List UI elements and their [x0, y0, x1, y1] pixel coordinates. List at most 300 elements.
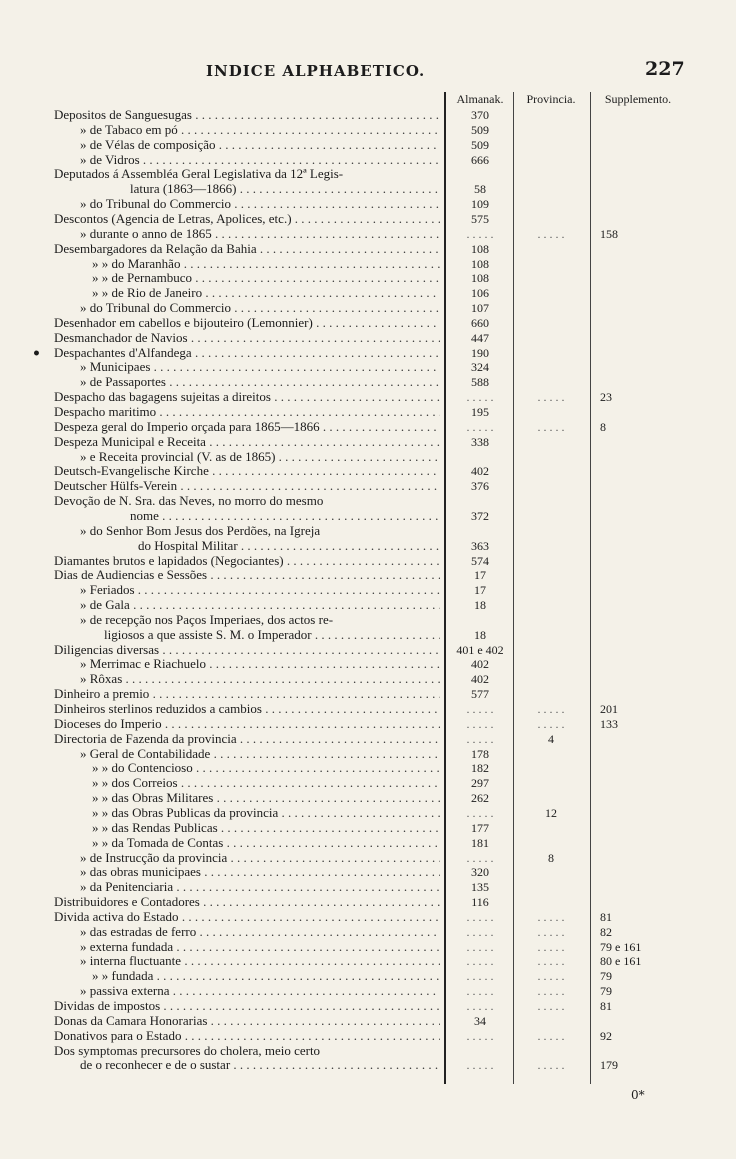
supplemento-ref: [596, 850, 672, 866]
provincia-ref: [516, 211, 586, 227]
supplemento-ref: 81: [600, 909, 612, 924]
index-row: [0, 359, 736, 375]
almanak-ref: 17: [474, 568, 486, 583]
supplemento-ref: [596, 671, 672, 687]
index-entry-label: Dias de Audiencias e Sessões . . .: [54, 567, 440, 583]
index-row: [0, 582, 736, 598]
index-entry-label: » do Tribunal do Commercio . . .: [80, 196, 440, 212]
almanak-ref: 107: [471, 301, 489, 316]
almanak-ref: 660: [471, 315, 489, 330]
supplemento-ref: [596, 137, 672, 153]
index-entry-label: Dividas de impostos . . .: [54, 998, 440, 1014]
index-entry-label: Desmanchador de Navios . . .: [54, 330, 440, 346]
provincia-ref: [516, 404, 586, 420]
almanak-ref: 262: [471, 791, 489, 806]
provincia-ref: [516, 315, 586, 331]
provincia-ref: [516, 226, 586, 242]
index-entry-label: Distribuidores e Contadores . . .: [54, 894, 440, 910]
index-row: [0, 1043, 736, 1059]
almanak-ref: 58: [474, 182, 486, 197]
almanak-ref: 666: [471, 152, 489, 167]
index-row: [0, 686, 736, 702]
provincia-ref: [516, 939, 586, 955]
index-row: [0, 642, 736, 658]
almanak-ref: [446, 493, 514, 509]
supplemento-ref: [596, 820, 672, 836]
almanak-ref: 324: [471, 360, 489, 375]
provincia-ref: 8: [548, 850, 554, 865]
signature-mark: 0*: [631, 1088, 645, 1102]
index-entry-label: » » das Obras Militares . . .: [92, 790, 440, 806]
index-row: [0, 493, 736, 509]
provincia-ref: [516, 924, 586, 940]
supplemento-ref: [596, 775, 672, 791]
provincia-ref: [516, 374, 586, 390]
provincia-ref: [516, 894, 586, 910]
supplemento-ref: [596, 1013, 672, 1029]
provincia-ref: [516, 285, 586, 301]
provincia-ref: [516, 879, 586, 895]
index-entry-label: Despacho maritimo . . .: [54, 404, 440, 420]
index-row: [0, 107, 736, 123]
provincia-ref: [516, 983, 586, 999]
index-row: [0, 226, 736, 242]
index-row: [0, 835, 736, 851]
supplemento-ref: 8: [600, 419, 606, 434]
provincia-ref: [516, 671, 586, 687]
provincia-ref: [516, 864, 586, 880]
supplemento-ref: [596, 449, 672, 465]
almanak-ref: [446, 805, 514, 821]
index-entry-label: nome . . .: [130, 508, 440, 524]
index-row: [0, 523, 736, 539]
index-entry-label: » » fundada . . .: [92, 968, 440, 984]
supplemento-ref: [596, 538, 672, 554]
index-entry-label: » de Gala . . .: [80, 597, 440, 613]
index-entry-label: Descontos (Agencia de Letras, Apolices, etc.) . . .: [54, 211, 440, 227]
supplemento-ref: [596, 760, 672, 776]
provincia-ref: [516, 701, 586, 717]
supplemento-ref: [596, 181, 672, 197]
index-row: [0, 671, 736, 687]
provincia-ref: [516, 181, 586, 197]
index-row: [0, 538, 736, 554]
provincia-ref: [516, 627, 586, 643]
almanak-ref: 17: [474, 583, 486, 598]
index-row: [0, 478, 736, 494]
almanak-ref: 18: [474, 627, 486, 642]
provincia-ref: [516, 820, 586, 836]
almanak-ref: [446, 909, 514, 925]
provincia-ref: [516, 612, 586, 628]
index-entry-label: Devoção de N. Sra. das Neves, no morro do mesmo: [54, 493, 324, 509]
provincia-ref: 4: [548, 731, 554, 746]
supplemento-ref: [596, 553, 672, 569]
provincia-ref: [516, 359, 586, 375]
provincia-ref: [516, 909, 586, 925]
provincia-ref: [516, 716, 586, 732]
index-entry-label: ligiosos a que assiste S. M. o Imperador . . .: [104, 627, 440, 643]
index-entry-label: Desenhador em cabellos e bijouteiro (Lemonnier) . . .: [54, 315, 440, 331]
provincia-ref: [516, 508, 586, 524]
provincia-ref: [516, 463, 586, 479]
index-row: [0, 953, 736, 969]
index-entry-label: Deputados á Assembléa Geral Legislativa da 12ª Legis-: [54, 166, 344, 182]
provincia-ref: [516, 998, 586, 1014]
provincia-ref: [516, 330, 586, 346]
almanak-ref: 363: [471, 538, 489, 553]
supplemento-ref: 81: [600, 999, 612, 1013]
supplemento-ref: 79: [600, 984, 612, 999]
index-entry-label: » » do Contencioso . . .: [92, 760, 440, 776]
provincia-ref: [516, 166, 586, 182]
index-entry-label: » Feriados . . .: [80, 582, 440, 598]
supplemento-ref: [596, 864, 672, 880]
index-entry-label: Diamantes brutos e lapidados (Negociantes) . . .: [54, 553, 440, 569]
supplemento-ref: [596, 656, 672, 672]
index-row: [0, 983, 736, 999]
index-row: [0, 879, 736, 895]
index-row: [0, 196, 736, 212]
supplemento-ref: 82: [600, 924, 612, 939]
index-entry-label: » externa fundada . . .: [80, 939, 440, 955]
provincia-ref: [516, 434, 586, 450]
index-entry-label: Despeza Municipal e Receita . . .: [54, 434, 440, 450]
index-entry-label: Desembargadores da Relação da Bahia . . .: [54, 241, 440, 257]
almanak-ref: [446, 924, 514, 940]
page-title: INDICE ALPHABETICO.: [206, 62, 426, 80]
supplemento-ref: [596, 790, 672, 806]
index-entry-label: » durante o anno de 1865 . . .: [80, 226, 440, 242]
supplemento-ref: [596, 107, 672, 123]
index-entry-label: » de Vélas de composição . . .: [80, 137, 440, 153]
supplemento-ref: [596, 879, 672, 895]
index-row: [0, 463, 736, 479]
supplemento-ref: 79: [600, 969, 612, 984]
almanak-ref: 402: [471, 464, 489, 479]
almanak-ref: 108: [471, 271, 489, 286]
almanak-ref: 181: [471, 835, 489, 850]
almanak-ref: 338: [471, 434, 489, 449]
index-row: [0, 449, 736, 465]
index-row: [0, 345, 736, 361]
supplemento-ref: [596, 746, 672, 762]
provincia-ref: [516, 686, 586, 702]
supplemento-ref: [596, 463, 672, 479]
index-row: [0, 181, 736, 197]
supplemento-ref: [596, 493, 672, 509]
index-row: [0, 152, 736, 168]
almanak-ref: 401 e 402: [456, 642, 504, 657]
almanak-ref: 195: [471, 405, 489, 419]
almanak-ref: 34: [474, 1013, 486, 1028]
index-row: [0, 1057, 736, 1073]
index-entry-label: » do Tribunal do Commercio . . .: [80, 300, 440, 316]
almanak-ref: 574: [471, 553, 489, 568]
index-entry-label: Diligencias diversas . . .: [54, 642, 440, 658]
index-entry-label: » do Senhor Bom Jesus dos Perdões, na Igreja: [80, 522, 321, 538]
almanak-ref: [446, 731, 514, 747]
page-number: 227: [645, 58, 685, 80]
supplemento-ref: [596, 731, 672, 747]
provincia-ref: [516, 449, 586, 465]
almanak-ref: 320: [471, 865, 489, 880]
index-row: [0, 508, 736, 524]
column-header-almanak: Almanak.: [456, 92, 504, 106]
index-row: [0, 1028, 736, 1044]
almanak-ref: [446, 998, 514, 1014]
provincia-ref: [516, 538, 586, 554]
provincia-ref: [516, 746, 586, 762]
almanak-ref: 182: [471, 761, 489, 776]
almanak-ref: 297: [471, 776, 489, 791]
index-entry-label: » e Receita provincial (V. as de 1865) . . .: [80, 449, 440, 465]
index-entry-label: Dinheiros sterlinos reduzidos a cambios . . .: [54, 701, 440, 717]
index-row: [0, 330, 736, 346]
supplemento-ref: [596, 152, 672, 168]
index-row: [0, 894, 736, 910]
index-entry-label: » de Vidros . . .: [80, 152, 440, 168]
index-row: [0, 300, 736, 316]
almanak-ref: 376: [471, 479, 489, 494]
index-entry-label: Directoria de Fazenda da provincia . . .: [54, 731, 440, 747]
index-entry-label: » » dos Correios . . .: [92, 775, 440, 791]
index-row: [0, 746, 736, 762]
provincia-ref: [516, 790, 586, 806]
index-entry-label: » interna fluctuante . . .: [80, 953, 440, 969]
supplemento-ref: [596, 508, 672, 524]
almanak-ref: 108: [471, 241, 489, 256]
index-row: [0, 597, 736, 613]
provincia-ref: [516, 775, 586, 791]
index-entry-label: de o reconhecer e de o sustar . . .: [80, 1057, 440, 1073]
provincia-ref: [516, 122, 586, 138]
supplemento-ref: 179: [600, 1058, 618, 1073]
supplemento-ref: [596, 627, 672, 643]
supplemento-ref: [596, 805, 672, 821]
almanak-ref: 109: [471, 197, 489, 212]
index-row: [0, 656, 736, 672]
index-entry-label: » passiva externa . . .: [80, 983, 440, 999]
almanak-ref: 178: [471, 746, 489, 761]
supplemento-ref: [596, 211, 672, 227]
index-entry-label: Despacho das bagagens sujeitas a direitos . . .: [54, 389, 440, 405]
index-row: [0, 1013, 736, 1029]
supplemento-ref: [596, 315, 672, 331]
index-entry-label: Donas da Camara Honorarias . . .: [54, 1013, 440, 1029]
index-entry-label: » Rôxas . . .: [80, 671, 440, 687]
supplemento-ref: [596, 196, 672, 212]
provincia-ref: [516, 760, 586, 776]
provincia-ref: [516, 1043, 586, 1059]
almanak-ref: [446, 523, 514, 539]
supplemento-ref: [596, 122, 672, 138]
index-entry-label: do Hospital Militar . . .: [138, 538, 440, 554]
provincia-ref: [516, 478, 586, 494]
supplemento-ref: [596, 270, 672, 286]
supplemento-ref: [596, 166, 672, 182]
almanak-ref: [446, 612, 514, 628]
index-row: [0, 434, 736, 450]
almanak-ref: [446, 1057, 514, 1073]
almanak-ref: 108: [471, 256, 489, 271]
index-row: [0, 924, 736, 940]
almanak-ref: [446, 1028, 514, 1044]
provincia-ref: [516, 256, 586, 272]
index-entry-label: » » do Maranhão . . .: [92, 256, 440, 272]
almanak-ref: 135: [471, 880, 489, 895]
almanak-ref: 370: [471, 108, 489, 122]
provincia-ref: [516, 1013, 586, 1029]
index-row: [0, 760, 736, 776]
almanak-ref: 190: [471, 345, 489, 360]
almanak-ref: 447: [471, 330, 489, 345]
provincia-ref: 12: [545, 805, 557, 820]
index-entry-label: » de Instrucção da provincia . . .: [80, 850, 440, 866]
almanak-ref: [446, 968, 514, 984]
index-row: [0, 939, 736, 955]
index-row: [0, 998, 736, 1014]
supplemento-ref: [596, 241, 672, 257]
almanak-ref: 402: [471, 672, 489, 687]
index-entry-label: » » das Obras Publicas da provincia . . .: [92, 805, 440, 821]
index-row: [0, 389, 736, 405]
almanak-ref: [446, 850, 514, 866]
provincia-ref: [516, 241, 586, 257]
almanak-ref: 177: [471, 820, 489, 835]
almanak-ref: 18: [474, 598, 486, 613]
provincia-ref: [516, 553, 586, 569]
provincia-ref: [516, 345, 586, 361]
index-entry-label: Divida activa do Estado . . .: [54, 909, 440, 925]
index-entry-label: » da Penitenciaria . . .: [80, 879, 440, 895]
supplemento-ref: 201: [600, 702, 618, 716]
index-row: [0, 137, 736, 153]
supplemento-ref: [596, 374, 672, 390]
supplemento-ref: [596, 285, 672, 301]
index-row: [0, 805, 736, 821]
index-row: [0, 553, 736, 569]
index-entry-label: » de Tabaco em pó . . .: [80, 122, 440, 138]
provincia-ref: [516, 419, 586, 435]
provincia-ref: [516, 137, 586, 153]
almanak-ref: 116: [471, 895, 489, 910]
index-entry-label: » Geral de Contabilidade . . .: [80, 746, 440, 762]
almanak-ref: [446, 419, 514, 435]
index-row: [0, 166, 736, 182]
supplemento-ref: [596, 642, 672, 658]
index-entry-label: Donativos para o Estado . . .: [54, 1028, 440, 1044]
supplemento-ref: [596, 434, 672, 450]
index-row: [0, 374, 736, 390]
provincia-ref: [516, 953, 586, 969]
almanak-ref: [446, 953, 514, 969]
supplemento-ref: [596, 523, 672, 539]
index-row: [0, 701, 736, 717]
provincia-ref: [516, 597, 586, 613]
index-entry-label: » » das Rendas Publicas . . .: [92, 820, 440, 836]
margin-mark: •: [32, 346, 41, 362]
index-row: [0, 315, 736, 331]
supplemento-ref: [596, 1043, 672, 1059]
index-row: [0, 404, 736, 420]
provincia-ref: [516, 642, 586, 658]
supplemento-ref: 80 e 161: [600, 954, 642, 969]
almanak-ref: [446, 226, 514, 242]
supplemento-ref: [596, 686, 672, 702]
index-row: [0, 909, 736, 925]
index-row: [0, 270, 736, 286]
almanak-ref: 509: [471, 122, 489, 137]
index-entry-label: » das estradas de ferro . . .: [80, 924, 440, 940]
provincia-ref: [516, 1028, 586, 1044]
almanak-ref: 372: [471, 508, 489, 523]
provincia-ref: [516, 656, 586, 672]
supplemento-ref: [596, 404, 672, 420]
index-row: [0, 820, 736, 836]
index-entry-label: Despachantes d'Alfandega . . .: [54, 345, 440, 361]
index-entry-label: » Municipaes . . .: [80, 359, 440, 375]
supplemento-ref: [596, 835, 672, 851]
almanak-ref: 106: [471, 286, 489, 301]
provincia-ref: [516, 300, 586, 316]
almanak-ref: [446, 701, 514, 717]
index-entry-label: latura (1863—1866) . . .: [130, 181, 440, 197]
supplemento-ref: [596, 359, 672, 375]
column-header-supplemento: Supplemento.: [604, 92, 672, 106]
provincia-ref: [516, 107, 586, 123]
provincia-ref: [516, 196, 586, 212]
almanak-ref: [446, 939, 514, 955]
almanak-ref: 588: [471, 375, 489, 390]
supplemento-ref: 23: [600, 390, 612, 405]
index-entry-label: » das obras municipaes . . .: [80, 864, 440, 880]
index-entry-label: » de recepção nos Paços Imperiaes, dos actos re-: [80, 611, 334, 627]
supplemento-ref: [596, 612, 672, 628]
index-entry-label: Dinheiro a premio . . .: [54, 686, 440, 702]
supplemento-ref: [596, 478, 672, 494]
index-entry-label: Dioceses do Imperio . . .: [54, 716, 440, 732]
supplemento-ref: 158: [600, 226, 618, 241]
index-row: [0, 285, 736, 301]
index-row: [0, 775, 736, 791]
supplemento-ref: 92: [600, 1028, 612, 1043]
almanak-ref: [446, 389, 514, 405]
almanak-ref: [446, 716, 514, 732]
index-row: [0, 211, 736, 227]
index-entry-label: Deutsch-Evangelische Kirche . . .: [54, 463, 440, 479]
provincia-ref: [516, 389, 586, 405]
index-row: [0, 567, 736, 583]
almanak-ref: [446, 983, 514, 999]
provincia-ref: [516, 968, 586, 984]
supplemento-ref: 133: [600, 716, 618, 731]
supplemento-ref: [596, 894, 672, 910]
supplemento-ref: [596, 597, 672, 613]
index-entry-label: Depositos de Sanguesugas . . .: [54, 107, 440, 123]
almanak-ref: 575: [471, 211, 489, 226]
almanak-ref: [446, 1043, 514, 1059]
index-entry-label: » Merrimac e Riachuelo . . .: [80, 656, 440, 672]
index-row: [0, 968, 736, 984]
provincia-ref: [516, 567, 586, 583]
index-row: [0, 790, 736, 806]
index-row: [0, 122, 736, 138]
index-row: [0, 731, 736, 747]
almanak-ref: 509: [471, 137, 489, 152]
provincia-ref: [516, 270, 586, 286]
provincia-ref: [516, 835, 586, 851]
